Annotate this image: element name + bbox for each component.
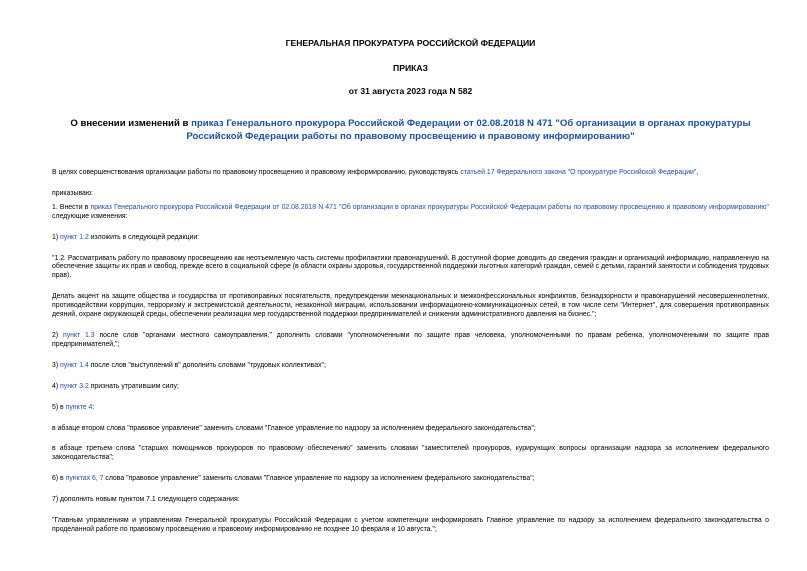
paragraph-subitem-5 xyxy=(52,404,769,413)
paragraph-quote-1-2: "1.2. Рассматривать работу по правовому просвещению как неотъемлемую часть системы профилактики правонарушений. В доступной форме доводить до сведения граждан и организаций информацию, направленную на обеспечение защиты их прав и свобод, прежде всего в социальной сфере (в области охраны здоровья, государственной поддержки льготных категорий граждан, семей с детьми, гарантий занятости и соблюдения трудовых прав). xyxy=(52,254,769,280)
paragraph-text: 1. Внести в xyxy=(52,203,91,211)
law-article-link[interactable]: статьей 17 Федерального закона "О прокуратуре Российской Федерации" xyxy=(460,169,697,176)
paragraph-abzac-3: в абзаце третьем слова "старших помощников прокуроров по правовому обеспечению" заменить словами "заместителей прокуроров, курирующих вопросы организации надзора за исполнением федерального законодательства"; xyxy=(52,445,769,462)
paragraph-emphasis: Делать акцент на защите общества и государства от противоправных посягательств, предупреждении межнациональных и межконфессиональных конфликтов, безнадзорности и правонарушений несовершеннолетних, противодействии коррупции, терроризму и экстремистской деятельности, незаконной миграции, использовании информационно-коммуникационных сетей, в том числе сети "Интернет", для совершения противоправных деяний, охране окружающей среды, обеспечении реализации мер государственной поддержки предпринимателей и снижении административного давления на бизнес."; xyxy=(52,293,769,319)
paragraph-text: слова "правовое управление" заменить словами "Главное управление по надзору за исполнением федерального законодательства"; xyxy=(103,475,535,483)
paragraph-quote-7-1: "Главным управлениям и управлениям Генеральной прокуратуры Российской Федерации с учетом компетенции информировать Главное управление по надзору за исполнением федерального законодательства о проделанной работе по правовому просвещению и правовому информированию не позднее 10 февраля и 10 августа."; xyxy=(52,517,769,533)
paragraph-text: В целях совершенствования организации работы по правовому просвещению и правовому информированию, руководствуясь xyxy=(52,169,461,176)
org-heading: ГЕНЕРАЛЬНАЯ ПРОКУРАТУРА РОССИЙСКОЙ ФЕДЕРАЦИИ xyxy=(285,38,536,48)
paragraph-text: 2) xyxy=(52,331,63,339)
paragraph-subitem-7: 7) дополнить новым пунктом 7.1 следующего содержания: xyxy=(52,496,240,504)
document-title xyxy=(52,117,769,143)
paragraph-text: : xyxy=(92,403,95,411)
paragraph-text: изложить в следующей редакции: xyxy=(88,233,200,241)
paragraph-subitem-6 xyxy=(52,475,769,484)
paragraph-text: 4) xyxy=(52,382,61,390)
points-6-7-link[interactable]: пунктах 6, 7 xyxy=(65,475,104,483)
doc-type-heading: ПРИКАЗ xyxy=(393,63,428,73)
paragraph-text: 6) в xyxy=(52,475,66,483)
paragraph-text: после слов "выступлений в" дополнить словами "трудовых коллективах"; xyxy=(88,361,326,369)
point-3-2-link[interactable]: пункт 3.2 xyxy=(60,382,89,390)
paragraph-subitem-1 xyxy=(52,234,769,243)
paragraph-text: следующие изменения: xyxy=(52,212,128,220)
paragraph-text: 1) xyxy=(52,233,61,241)
date-number-heading: от 31 августа 2023 года N 582 xyxy=(348,86,473,96)
paragraph-text: после слов "органами местного самоуправления," дополнить словами "уполномоченными по защите прав человека, уполномоченными по правам ребенка, уполномоченными по защите прав предпринимателей,"; xyxy=(52,331,769,348)
paragraph-preamble xyxy=(52,169,769,178)
paragraph-text: , xyxy=(696,169,699,176)
paragraph-text: 3) xyxy=(52,361,61,369)
paragraph-text: 5) в xyxy=(52,403,66,411)
point-1-3-link[interactable]: пункт 1.3 xyxy=(62,331,95,339)
paragraph-subitem-3 xyxy=(52,362,769,371)
point-1-4-link[interactable]: пункт 1.4 xyxy=(60,361,89,369)
point-4-link[interactable]: пункте 4 xyxy=(65,403,93,411)
title-prefix: О внесении изменений в xyxy=(70,118,192,129)
order-471-link[interactable]: приказ Генерального прокурора Российской Федерации от 02.08.2018 N 471 "Об организации в органах прокуратуры Российской Федерации работы по правовому просвещению и правовому информированию" xyxy=(90,203,769,211)
point-1-2-link[interactable]: пункт 1.2 xyxy=(60,233,89,241)
paragraph-item-1 xyxy=(52,204,769,222)
paragraph-text: признать утратившим силу; xyxy=(88,382,179,390)
paragraph-abzac-2: в абзаце втором слова "правовое управление" заменить словами "Главное управление по надзору за исполнением федерального законодательства"; xyxy=(52,424,536,432)
paragraph-order: приказываю: xyxy=(52,189,93,197)
paragraph-subitem-2 xyxy=(52,332,769,350)
paragraph-subitem-4 xyxy=(52,383,769,392)
title-order-link[interactable]: приказ Генерального прокурора Российской Федерации от 02.08.2018 N 471 "Об организации в органах прокуратуры Российской Федерации работы по правовому просвещению и правовому информированию" xyxy=(186,118,751,142)
